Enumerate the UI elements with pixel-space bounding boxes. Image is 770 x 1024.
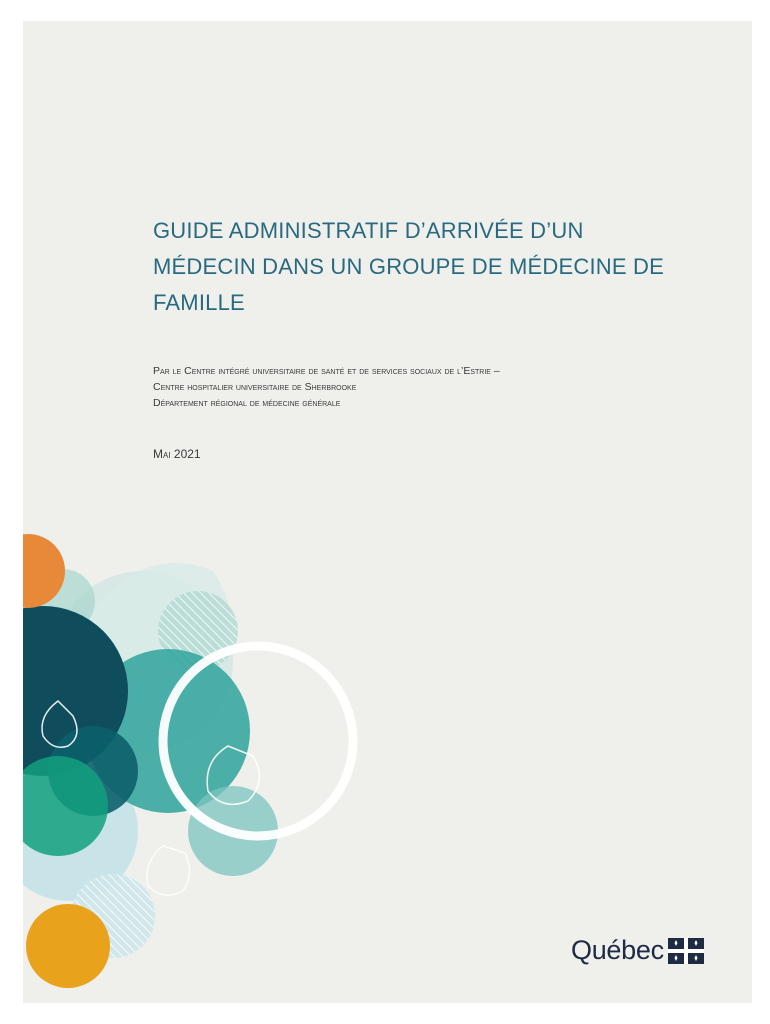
publication-date: Mai 2021 (153, 447, 201, 461)
document-title (153, 213, 713, 321)
title-line-1: GUIDE ADMINISTRATIF D’ARRIVÉE D’UN (153, 218, 584, 243)
title-line-3: FAMILLE (153, 290, 245, 315)
droplet-outline-bottom (147, 846, 190, 895)
author-block (153, 363, 713, 411)
author-line-1: Par le Centre intégré universitaire de santé et de services sociaux de l’Estrie – (153, 365, 500, 377)
document-page (23, 21, 752, 1003)
author-line-2: Centre hospitalier universitaire de Sherbrooke (153, 381, 357, 393)
author-line-3: Département régional de médecine générale (153, 397, 341, 409)
title-line-2: MÉDECIN DANS UN GROUPE DE MÉDECINE DE (153, 254, 665, 279)
quebec-wordmark: Québec (571, 935, 664, 965)
fleur-de-lys-flag-icon (668, 938, 704, 964)
quebec-logo (571, 935, 704, 966)
decorative-circles-artwork (23, 501, 383, 1003)
yellow-circle (26, 904, 110, 988)
